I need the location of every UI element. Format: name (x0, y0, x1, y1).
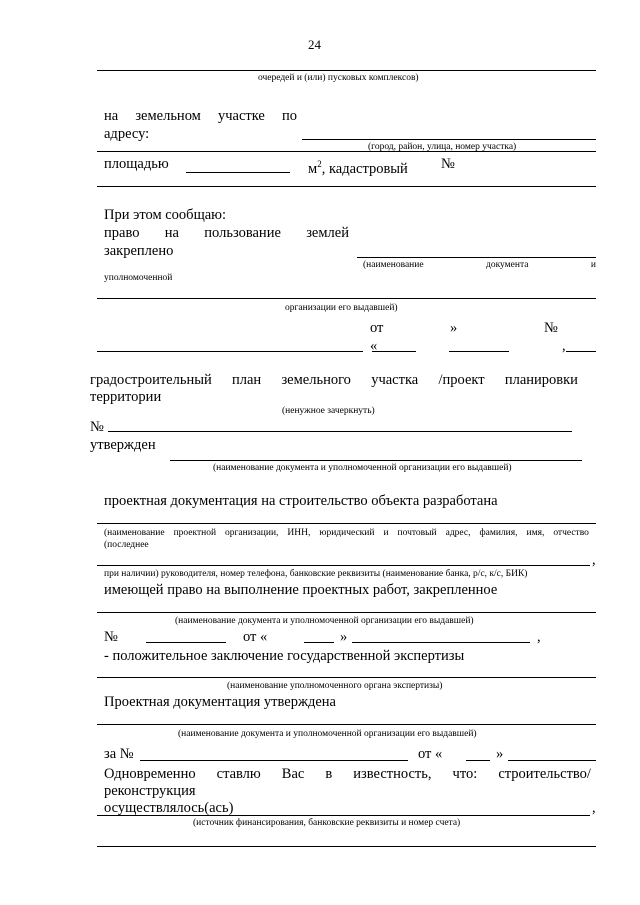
address-label: адресу: (104, 126, 150, 142)
word: (наименование (104, 528, 165, 538)
territory-label: территории (90, 389, 162, 405)
carried-out-text: осуществлялось(ась) (104, 800, 234, 816)
gradplan-number-field[interactable] (108, 431, 572, 432)
doc-org-caption-2: (наименование документа и уполномоченной организации его выдавшей) (175, 616, 474, 626)
cadastral-field[interactable] (97, 186, 596, 187)
word: в (325, 766, 333, 782)
from-quote-label: от « (418, 746, 443, 762)
word: и (383, 528, 389, 538)
comma: , (592, 800, 596, 816)
form-line (97, 298, 596, 299)
doc-org-caption-3: (наименование документа и уполномоченной организации его выдавшей) (178, 729, 477, 739)
manager-field[interactable] (97, 565, 590, 566)
report-text: При этом сообщаю: (104, 207, 227, 223)
queues-caption: очередей и (или) пусковых комплексов) (258, 73, 419, 83)
approval-day-field[interactable] (466, 760, 490, 761)
quote-open: « (370, 338, 378, 354)
number-sign: № (104, 629, 118, 645)
word: адрес, (445, 528, 471, 538)
comma: , (562, 338, 566, 354)
approved-field[interactable] (170, 460, 582, 461)
word: землей (306, 225, 349, 241)
expertise-caption: (наименование уполномоченного органа экспертизы) (227, 681, 443, 691)
project-approved-text: Проектная документация утверждена (104, 694, 336, 710)
gradplan-line (90, 372, 578, 388)
area-label: площадью (104, 156, 169, 172)
word: планировки (504, 372, 578, 388)
design-right-text: имеющей право на выполнение проектных работ, закрепленное (104, 582, 498, 598)
finance-caption: (источник финансирования, банковские реквизиты и номер счета) (193, 818, 461, 828)
address-caption: (город, район, улица, номер участка) (368, 142, 517, 152)
notify-line (104, 766, 591, 782)
cert-date-field[interactable] (352, 642, 530, 643)
number-field[interactable] (566, 351, 596, 352)
word: ИНН, (287, 528, 311, 538)
comma: , (537, 629, 541, 645)
area-field[interactable] (186, 172, 290, 173)
form-line (97, 70, 596, 71)
address-field[interactable] (302, 139, 596, 140)
cert-day-field[interactable] (304, 642, 334, 643)
month-field[interactable] (449, 351, 509, 352)
word: (наименование (363, 260, 424, 270)
word: право (104, 225, 140, 241)
fixed-label: закреплено (104, 243, 174, 259)
from-quote-label: от « (243, 629, 268, 645)
word: план (231, 372, 262, 388)
form-line (97, 151, 596, 152)
org-issued-caption: организации его выдавшей) (285, 303, 398, 313)
expertise-field[interactable] (97, 677, 596, 678)
doc-caption (363, 260, 596, 271)
doc-org-caption: (наименование документа и уполномоченной организации его выдавшей) (213, 463, 512, 473)
word: имя, (526, 528, 545, 538)
last-caption: (последнее (104, 540, 149, 550)
manager-caption: при наличии) руководителя, номер телефона, банковские реквизиты (наименование банка, р/с, к/с, БИК) (104, 569, 528, 579)
for-number-label: за № (104, 746, 134, 762)
word: известность, (353, 766, 432, 782)
number-sign: № (90, 419, 104, 435)
area-unit-sup: 2 (317, 159, 322, 169)
cadastral-label: , кадастровый (321, 160, 408, 177)
word: по (281, 108, 297, 124)
word: и (590, 260, 596, 270)
word: на (164, 225, 179, 241)
word: Одновременно (104, 766, 196, 782)
cert-number-field[interactable] (146, 642, 226, 643)
land-right-line (104, 225, 349, 241)
word: земельном (135, 108, 201, 124)
design-org-caption (104, 528, 589, 539)
finance-field-2[interactable] (97, 846, 596, 847)
area-unit (308, 156, 408, 177)
authorized-caption: уполномоченной (104, 273, 173, 283)
quote-close: » (340, 629, 348, 645)
day-field[interactable] (372, 351, 416, 352)
quote-close: » (496, 746, 504, 762)
strike-caption: (ненужное зачеркнуть) (282, 406, 375, 416)
word: почтовый (397, 528, 437, 538)
word: организации, (225, 528, 279, 538)
approval-date-field[interactable] (508, 760, 596, 761)
design-right-field[interactable] (97, 612, 596, 613)
area-unit-text: м (308, 160, 318, 177)
design-org-field[interactable] (97, 523, 596, 524)
comma: , (592, 552, 596, 568)
word: участке (217, 108, 265, 124)
word: ставлю (216, 766, 261, 782)
word: документа (485, 260, 529, 270)
page-number: 24 (308, 37, 321, 52)
reconstruction-text: реконструкция (104, 783, 196, 799)
word: строительство/ (498, 766, 591, 782)
approval-number-field[interactable] (140, 760, 408, 761)
land-doc-field[interactable] (357, 257, 596, 258)
word: участка (371, 372, 419, 388)
from-label: от (370, 320, 384, 336)
word: проектной (173, 528, 217, 538)
word: на (104, 108, 119, 124)
project-doc-text: проектная документация на строительство объекта разработана (104, 493, 498, 509)
quote-close: » (450, 320, 458, 336)
word: пользование (204, 225, 281, 241)
word: юридический (319, 528, 375, 538)
word: земельного (281, 372, 351, 388)
word: отчество (553, 528, 589, 538)
word: фамилия, (479, 528, 518, 538)
number-sign: № (441, 156, 455, 172)
expertise-text: - положительное заключение государственной экспертизы (104, 648, 465, 664)
approved-label: утвержден (90, 437, 156, 453)
word: /проект (438, 372, 485, 388)
word: что: (452, 766, 478, 782)
number-sign: № (544, 320, 558, 336)
project-approved-field[interactable] (97, 724, 596, 725)
doc-field[interactable] (97, 351, 363, 352)
word: Вас (281, 766, 305, 782)
plot-address-line (104, 108, 297, 124)
word: градостроительный (90, 372, 212, 388)
finance-field[interactable] (97, 815, 590, 816)
